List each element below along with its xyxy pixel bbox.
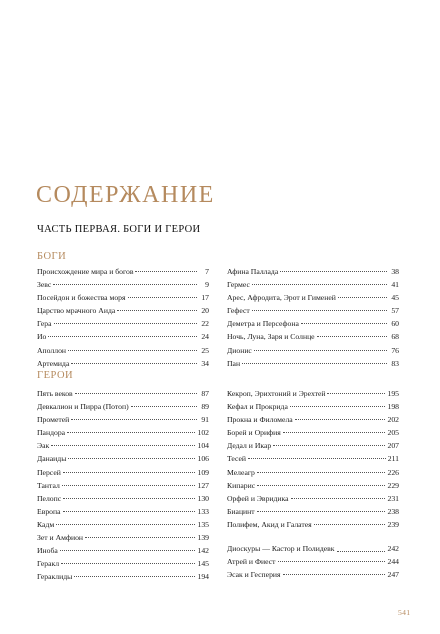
toc-entry[interactable]: [227, 518, 399, 531]
toc-entry-title: Пандора: [37, 428, 66, 438]
toc-entry-title: Артемида: [37, 358, 70, 368]
toc-entry[interactable]: [227, 387, 399, 400]
toc-entry-title: Дедал и Икар: [227, 441, 272, 451]
dot-leader: [56, 524, 195, 525]
dot-leader: [257, 472, 386, 473]
toc-entry[interactable]: [37, 426, 209, 439]
dot-leader: [301, 323, 387, 324]
toc-entry[interactable]: [227, 278, 399, 291]
toc-entry-title: Афина Паллада: [227, 267, 279, 276]
dot-leader: [252, 310, 387, 311]
toc-entry-page: 195: [387, 389, 399, 398]
toc-entry-title: Пан: [227, 358, 241, 368]
toc-entry[interactable]: [37, 544, 209, 557]
dot-leader: [67, 432, 195, 433]
toc-entry-title: Борей и Орифия: [227, 428, 281, 438]
toc-entry-title: Царство мрачного Аида: [37, 306, 116, 316]
toc-entry-page: 38: [391, 267, 399, 276]
toc-entry-page: 17: [201, 293, 209, 303]
toc-entry-page: 34: [201, 358, 209, 368]
dot-leader: [290, 406, 386, 407]
toc-entry[interactable]: [37, 400, 209, 413]
toc-entry[interactable]: [37, 439, 209, 452]
dot-leader: [68, 350, 197, 351]
toc-entry[interactable]: [37, 265, 209, 278]
toc-entry-page: 106: [197, 454, 209, 464]
toc-entry-page: 247: [387, 570, 399, 580]
toc-entry-page: 20: [201, 306, 209, 316]
toc-entry-page: 87: [201, 389, 209, 398]
toc-entry-page: 135: [197, 519, 209, 529]
toc-entry[interactable]: [37, 304, 209, 317]
dot-leader: [291, 498, 386, 499]
toc-entry-page: 7: [205, 267, 209, 276]
dot-leader: [283, 432, 386, 433]
dot-leader: [63, 498, 195, 499]
dot-leader: [131, 406, 197, 407]
dot-leader: [278, 561, 386, 562]
toc-entry[interactable]: [37, 570, 209, 583]
dot-leader: [117, 310, 197, 311]
toc-entry[interactable]: [227, 555, 399, 568]
toc-entry-title: Деметра и Персефона: [227, 319, 299, 329]
page-number: 541: [398, 608, 411, 617]
toc-entry[interactable]: [227, 357, 399, 370]
toc-entry-page: 130: [197, 493, 209, 503]
toc-entry-page: 211: [387, 454, 399, 464]
dot-leader: [273, 445, 385, 446]
dot-leader: [338, 297, 387, 298]
toc-entry-title: Происхождение мира и богов: [37, 267, 134, 276]
toc-entry-page: 89: [201, 402, 209, 412]
toc-entry[interactable]: [227, 492, 399, 505]
toc-entry[interactable]: [227, 317, 399, 330]
toc-entry-page: 91: [201, 415, 209, 425]
dot-leader: [327, 393, 385, 394]
toc-entry-page: 9: [205, 280, 209, 290]
part-title: ЧАСТЬ ПЕРВАЯ. БОГИ И ГЕРОИ: [37, 224, 201, 235]
toc-entry[interactable]: [37, 518, 209, 531]
dot-leader: [254, 350, 387, 351]
toc-entry-title: Гефест: [227, 306, 250, 316]
toc-entry-title: Кипарис: [227, 480, 256, 490]
toc-entry-title: Пелопс: [37, 493, 62, 503]
toc-entry[interactable]: [37, 317, 209, 330]
toc-entry-page: 22: [201, 319, 209, 329]
dot-leader: [242, 363, 387, 364]
toc-entry-page: 205: [387, 428, 399, 438]
toc-entry-page: 109: [197, 467, 209, 477]
toc-entry-title: Геракл: [37, 559, 60, 569]
toc-entry[interactable]: [227, 400, 399, 413]
toc-entry-page: 24: [201, 332, 209, 342]
dot-leader: [314, 524, 386, 525]
toc-entry[interactable]: [227, 330, 399, 343]
toc-entry-page: 238: [387, 506, 399, 516]
dot-leader: [280, 271, 387, 272]
dot-leader: [71, 419, 197, 420]
toc-entry-title: Диоскуры — Кастор и Полидевк: [227, 544, 335, 554]
toc-entry-title: Эсак и Гесперия: [227, 570, 281, 580]
toc-entry[interactable]: [37, 531, 209, 544]
toc-entry-page: 57: [391, 306, 399, 316]
toc-entry[interactable]: [227, 291, 399, 304]
dot-leader: [257, 511, 386, 512]
toc-entry-page: 242: [387, 544, 399, 554]
toc-entry-title: Мелеагр: [227, 467, 255, 477]
toc-entry[interactable]: [37, 557, 209, 570]
toc-entry[interactable]: [37, 479, 209, 492]
page-title: СОДЕРЖАНИЕ: [36, 182, 215, 208]
toc-entry-title: Арес, Афродита, Эрот и Гименей: [227, 293, 336, 303]
toc-entry-page: 127: [197, 480, 209, 490]
toc-entry-title: Пять веков: [37, 389, 73, 398]
toc-entry-page: 239: [387, 519, 399, 529]
toc-entry[interactable]: [37, 413, 209, 426]
section-heading-heroes: ГЕРОИ: [37, 370, 74, 381]
toc-entry[interactable]: [227, 439, 399, 452]
gods-left-column: [37, 265, 209, 370]
dot-leader: [85, 537, 195, 538]
toc-entry-page: 142: [197, 546, 209, 556]
dot-leader: [53, 284, 197, 285]
gods-right-column: [227, 265, 399, 370]
toc-entry[interactable]: [37, 330, 209, 343]
toc-entry[interactable]: [227, 344, 399, 357]
toc-entry[interactable]: [227, 531, 399, 555]
toc-entry-page: 68: [391, 332, 399, 342]
toc-entry-title: Кефал и Прокрида: [227, 402, 288, 412]
toc-entry-page: 102: [197, 428, 209, 438]
toc-entry-title: Кадм: [37, 519, 55, 529]
toc-entry-title: Ио: [37, 332, 47, 342]
toc-entry[interactable]: [37, 505, 209, 518]
toc-entry[interactable]: [227, 413, 399, 426]
toc-entry-title: Орфей и Эвридика: [227, 493, 289, 503]
dot-leader: [63, 472, 196, 473]
dot-leader: [62, 485, 196, 486]
toc-entry-page: 41: [391, 280, 399, 290]
toc-entry[interactable]: [227, 568, 399, 581]
toc-entry-title: Данаиды: [37, 454, 67, 464]
toc-entry-page: 76: [391, 345, 399, 355]
dot-leader: [71, 363, 197, 364]
toc-entry-page: 25: [201, 345, 209, 355]
toc-entry[interactable]: [227, 479, 399, 492]
toc-entry-page: 133: [197, 506, 209, 516]
toc-entry[interactable]: [37, 387, 209, 400]
section-heading-gods: БОГИ: [37, 251, 67, 262]
toc-entry-page: 229: [387, 480, 399, 490]
toc-entry-title: Гераклиды: [37, 572, 73, 582]
heroes-left-column: [37, 387, 209, 583]
toc-entry-title: Эак: [37, 441, 50, 451]
toc-entry-title: Гермес: [227, 280, 250, 290]
toc-entry-page: 104: [197, 441, 209, 451]
dot-leader: [128, 297, 197, 298]
dot-leader: [337, 551, 386, 552]
toc-entry-page: 231: [387, 493, 399, 503]
toc-entry-title: Биацинт: [227, 506, 255, 516]
toc-entry-page: 244: [387, 557, 399, 567]
dot-leader: [51, 445, 195, 446]
toc-entry-title: Девкалион и Пирра (Потоп): [37, 402, 129, 412]
toc-entry[interactable]: [227, 304, 399, 317]
dot-leader: [283, 574, 386, 575]
toc-entry-title: Зет и Амфион: [37, 533, 84, 543]
toc-entry-page: 207: [387, 441, 399, 451]
dot-leader: [48, 336, 197, 337]
toc-entry[interactable]: [227, 505, 399, 518]
toc-entry-page: 202: [387, 415, 399, 425]
toc-entry-page: 139: [197, 533, 209, 543]
dot-leader: [317, 336, 387, 337]
toc-entry[interactable]: [227, 265, 399, 278]
toc-entry[interactable]: [227, 426, 399, 439]
toc-entry[interactable]: [37, 278, 209, 291]
toc-entry-title: Тантал: [37, 480, 60, 490]
dot-leader: [257, 485, 385, 486]
dot-leader: [61, 563, 195, 564]
toc-entry-title: Посейдон и божества моря: [37, 293, 126, 303]
toc-entry-page: 60: [391, 319, 399, 329]
toc-entry[interactable]: [37, 344, 209, 357]
dot-leader: [74, 576, 195, 577]
toc-entry[interactable]: [227, 466, 399, 479]
toc-entry-title: Европа: [37, 506, 61, 516]
toc-entry-title: Иноба: [37, 546, 58, 556]
toc-entry[interactable]: [37, 466, 209, 479]
dot-leader: [252, 284, 387, 285]
toc-entry-title: Тесей: [227, 454, 247, 464]
dot-leader: [68, 458, 195, 459]
toc-entry-page: 83: [391, 358, 399, 368]
toc-entry-title: Персей: [37, 467, 61, 477]
toc-entry-title: Прокна и Филомела: [227, 415, 293, 425]
toc-entry[interactable]: [37, 291, 209, 304]
toc-entry-title: Гера: [37, 319, 52, 329]
toc-entry-title: Кекроп, Эрихтоний и Эрехтей: [227, 389, 326, 398]
toc-entry-page: 45: [391, 293, 399, 303]
toc-entry-title: Полифем, Акид и Галатея: [227, 519, 312, 529]
toc-entry[interactable]: [37, 492, 209, 505]
dot-leader: [135, 271, 197, 272]
toc-entry[interactable]: [37, 452, 209, 465]
toc-entry-page: 194: [197, 572, 209, 582]
dot-leader: [60, 550, 196, 551]
toc-entry-page: 145: [197, 559, 209, 569]
dot-leader: [248, 458, 386, 459]
dot-leader: [54, 323, 197, 324]
heroes-right-column: [227, 387, 399, 581]
toc-entry-title: Зевс: [37, 280, 52, 290]
toc-entry-title: Атрей и Фиест: [227, 557, 276, 567]
toc-entry-title: Прометей: [37, 415, 70, 425]
toc-entry-page: 198: [387, 402, 399, 412]
toc-entry-title: Аполлон: [37, 345, 67, 355]
toc-entry[interactable]: [37, 357, 209, 370]
dot-leader: [75, 393, 197, 394]
toc-entry-page: 226: [387, 467, 399, 477]
toc-entry[interactable]: [227, 452, 399, 465]
dot-leader: [295, 419, 386, 420]
toc-entry-title: Ночь, Луна, Заря и Солнце: [227, 332, 315, 342]
dot-leader: [63, 511, 196, 512]
toc-entry-title: Дионис: [227, 345, 252, 355]
